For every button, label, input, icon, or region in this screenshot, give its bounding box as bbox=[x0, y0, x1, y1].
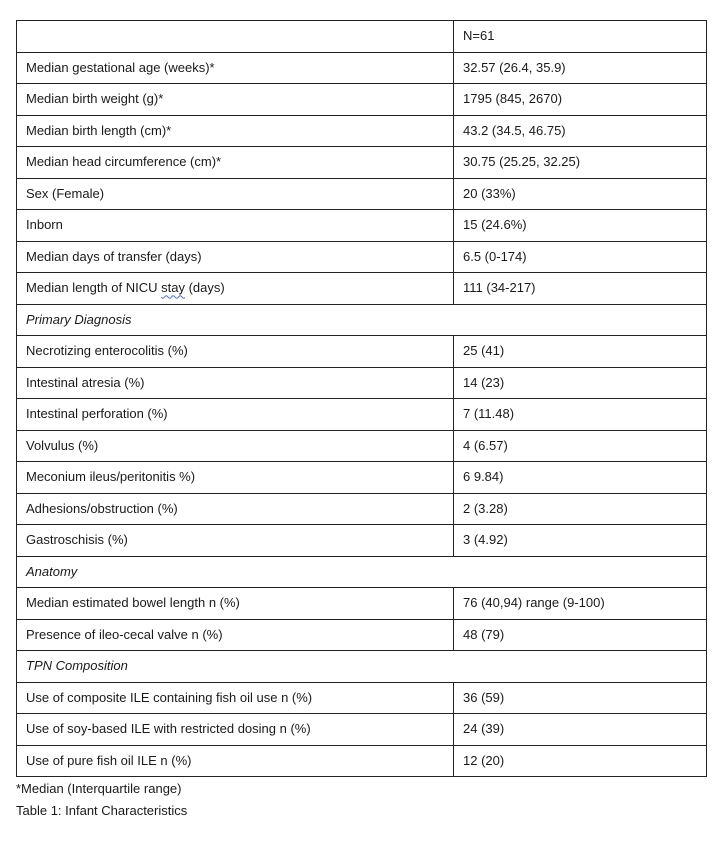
section-heading: TPN Composition bbox=[17, 651, 707, 683]
table-row bbox=[17, 493, 707, 525]
document-body bbox=[16, 20, 706, 822]
row-label: Volvulus (%) bbox=[17, 430, 454, 462]
table-footnote: *Median (Interquartile range) bbox=[16, 781, 182, 796]
table-row bbox=[17, 462, 707, 494]
section-heading: Primary Diagnosis bbox=[17, 304, 707, 336]
table-row bbox=[17, 525, 707, 557]
table-caption: Table 1: Infant Characteristics bbox=[16, 803, 188, 818]
row-value: 111 (34-217) bbox=[454, 273, 707, 305]
table-row bbox=[17, 178, 707, 210]
section-heading: Anatomy bbox=[17, 556, 707, 588]
table-row bbox=[17, 147, 707, 179]
table-row bbox=[17, 588, 707, 620]
table-row bbox=[17, 399, 707, 431]
row-value: 30.75 (25.25, 32.25) bbox=[454, 147, 707, 179]
section-row-primary-diagnosis bbox=[17, 304, 707, 336]
row-label: Meconium ileus/peritonitis %) bbox=[17, 462, 454, 494]
row-value: 12 (20) bbox=[454, 745, 707, 777]
row-value: 24 (39) bbox=[454, 714, 707, 746]
row-label-prefix: Median length of NICU bbox=[26, 280, 162, 296]
row-value: 1795 (845, 2670) bbox=[454, 84, 707, 116]
table-row bbox=[17, 714, 707, 746]
header-empty-cell bbox=[17, 21, 454, 53]
row-value: 32.57 (26.4, 35.9) bbox=[454, 52, 707, 84]
row-value: 48 (79) bbox=[454, 619, 707, 651]
row-value: 76 (40,94) range (9-100) bbox=[454, 588, 707, 620]
table-row bbox=[17, 84, 707, 116]
row-label: Median birth length (cm)* bbox=[17, 115, 454, 147]
row-label: Use of composite ILE containing fish oil use n (%) bbox=[17, 682, 454, 714]
table-row bbox=[17, 619, 707, 651]
row-value: 6.5 (0-174) bbox=[454, 241, 707, 273]
table-row bbox=[17, 682, 707, 714]
spellcheck-flagged-word: stay bbox=[161, 280, 185, 296]
section-row-tpn-composition bbox=[17, 651, 707, 683]
row-label: Median gestational age (weeks)* bbox=[17, 52, 454, 84]
table-row bbox=[17, 273, 707, 305]
table-row bbox=[17, 336, 707, 368]
row-label: Adhesions/obstruction (%) bbox=[17, 493, 454, 525]
row-label: Intestinal perforation (%) bbox=[17, 399, 454, 431]
row-value: 4 (6.57) bbox=[454, 430, 707, 462]
table-row bbox=[17, 115, 707, 147]
row-label: Use of soy-based ILE with restricted dosing n (%) bbox=[17, 714, 454, 746]
table-header-row bbox=[17, 21, 707, 53]
table-row bbox=[17, 210, 707, 242]
row-label bbox=[17, 273, 454, 305]
row-value: 2 (3.28) bbox=[454, 493, 707, 525]
row-value: 15 (24.6%) bbox=[454, 210, 707, 242]
table-row bbox=[17, 430, 707, 462]
section-row-anatomy bbox=[17, 556, 707, 588]
row-label: Median days of transfer (days) bbox=[17, 241, 454, 273]
row-label: Inborn bbox=[17, 210, 454, 242]
table-row bbox=[17, 367, 707, 399]
row-value: 7 (11.48) bbox=[454, 399, 707, 431]
table-row bbox=[17, 745, 707, 777]
table-row bbox=[17, 52, 707, 84]
row-value: 6 9.84) bbox=[454, 462, 707, 494]
infant-characteristics-table bbox=[16, 20, 707, 777]
row-label: Sex (Female) bbox=[17, 178, 454, 210]
row-label: Necrotizing enterocolitis (%) bbox=[17, 336, 454, 368]
row-label: Median head circumference (cm)* bbox=[17, 147, 454, 179]
row-label: Presence of ileo-cecal valve n (%) bbox=[17, 619, 454, 651]
row-value: 14 (23) bbox=[454, 367, 707, 399]
row-value: 43.2 (34.5, 46.75) bbox=[454, 115, 707, 147]
row-label: Median estimated bowel length n (%) bbox=[17, 588, 454, 620]
row-label: Intestinal atresia (%) bbox=[17, 367, 454, 399]
row-value: 20 (33%) bbox=[454, 178, 707, 210]
row-label: Use of pure fish oil ILE n (%) bbox=[17, 745, 454, 777]
row-value: 36 (59) bbox=[454, 682, 707, 714]
row-value: 3 (4.92) bbox=[454, 525, 707, 557]
row-value: 25 (41) bbox=[454, 336, 707, 368]
table-row bbox=[17, 241, 707, 273]
header-n-cell: N=61 bbox=[454, 21, 707, 53]
row-label: Median birth weight (g)* bbox=[17, 84, 454, 116]
row-label: Gastroschisis (%) bbox=[17, 525, 454, 557]
row-label-suffix: (days) bbox=[184, 280, 225, 296]
